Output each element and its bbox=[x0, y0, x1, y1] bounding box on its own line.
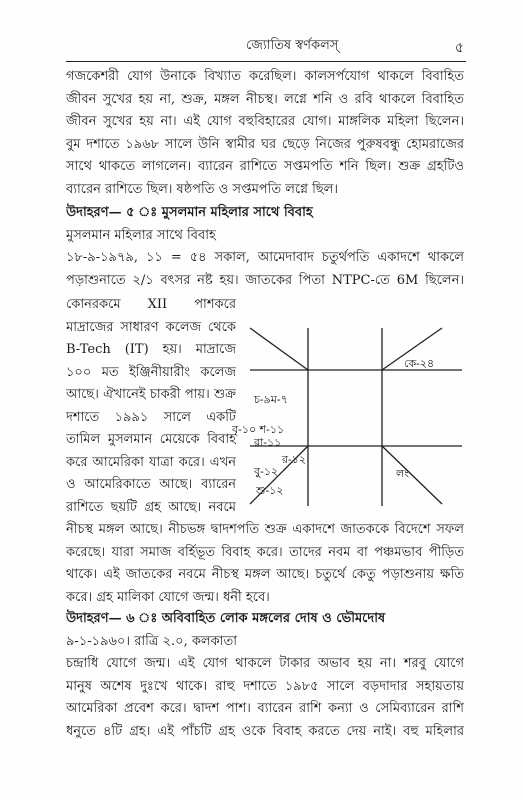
chart-label-moon: চ-৯ম-৭ bbox=[254, 393, 288, 406]
text-line: কোনরকমে XII পাশকরে bbox=[66, 297, 236, 312]
text-line: B-Tech (IT) হয়। মাদ্রাজে bbox=[66, 342, 236, 357]
text-line: করে আমেরিকা যাত্রা করে। এখন bbox=[66, 454, 236, 470]
text-line: চন্দ্রাধি যোগে জন্ম। এই যোগ থাকলে টাকার অভাব হয় না। শরবু যোগে bbox=[66, 656, 464, 671]
example-5-heading: উদাহরণ— ৫ ঃ মুসলমান মহিলার সাথে বিবাহ bbox=[66, 205, 313, 220]
text-line: ১০০ মত ইঞ্জিনীয়ারীং কলেজ bbox=[66, 364, 236, 380]
text-line: রাশিতে ছয়টি গ্রহ আছে। নবমে bbox=[66, 499, 236, 515]
text-line: গজকেশরী যোগ উনাকে বিখ্যাত করেছিল। কালসর্পযোগ থাকলে বিবাহিত bbox=[66, 69, 464, 84]
chart-label-lagna: লং bbox=[396, 467, 409, 480]
book-title: জ্যোতিষ স্বর্ণকলস্‌ bbox=[246, 38, 339, 53]
text-line: ১৮-৯-১৯৭৯, ১১ = ৫৪ সকাল, আমেদাবাদ চতুর্থপতি একাদশে থাকলে bbox=[66, 250, 464, 265]
text-line: থাকে। এই জাতকের নবমে নীচস্থ মঙ্গল আছে। চতুর্থে কেতু পড়াশুনায় ক্ষতি bbox=[66, 567, 464, 582]
page-number: ৫ bbox=[454, 40, 464, 56]
example-5-conclusion bbox=[66, 519, 464, 609]
example-6-birth-data: ৯-১-১৯৬০। রাত্রি ২.০, কলকাতা bbox=[66, 633, 238, 649]
text-line: পড়াশুনাতে ২/১ বৎসর নষ্ট হয়। জাতকের পিতা NTPC-তে 6M ছিলেন। bbox=[66, 272, 464, 288]
chart-label-sun: র-১২ bbox=[282, 453, 307, 466]
text-line: দশাতে ১৯৯১ সালে একটি bbox=[66, 409, 236, 425]
chart-label-mercury: বু-১২ bbox=[254, 465, 279, 478]
text-line: জীবন সুখের হয় না। এই যোগ বহুবিহারের যোগ। মাঙ্গলিক মহিলা ছিলেন। bbox=[66, 114, 464, 129]
chart-label-rahu: রা-১১ bbox=[254, 436, 282, 449]
text-line: ব্যারেন রাশিতে ছিল। ষষ্ঠপতি ও সপ্তমপতি লগ্নে ছিল। bbox=[66, 181, 339, 197]
text-line: মাদ্রাজের সাধারণ কলেজ থেকে bbox=[66, 319, 236, 335]
text-line: করেছে। যারা সমাজ বর্হিভূত বিবাহ করে। তাদের নবম বা পঞ্চমভাব পীড়িত bbox=[66, 544, 464, 560]
example-6-heading: উদাহরণ— ৬ ঃ অবিবাহিত লোক মঙ্গলের দোষ ও ভৌমদোষ bbox=[66, 611, 386, 626]
text-line: আমেরিকা প্রবেশ করে। দ্বাদশ পাশ। ব্যারেন রাশি কন্যা ও সেমিব্যারেন রাশি bbox=[66, 701, 464, 716]
example-5-subheading: মুসলমান মহিলার সাথে বিবাহ bbox=[66, 227, 216, 243]
text-line: জীবন সুখের হয় না, শুক্র, মঙ্গল নীচস্থ। লগ্নে শনি ও রবি থাকলে বিবাহিত bbox=[66, 91, 464, 107]
horoscope-chart bbox=[230, 318, 466, 514]
text-line: ও আমেরিকাতে আছে। ব্যারেন bbox=[66, 477, 236, 492]
text-line: মানুষ অশেষ দুঃখে থাকে। রাহু দশাতে ১৯৮৫ সালে বড়দাদার সহায়তায় bbox=[66, 678, 464, 694]
paragraph-1 bbox=[66, 66, 464, 201]
header-rule bbox=[66, 61, 466, 62]
example-5-heading-block bbox=[66, 202, 464, 292]
chart-label-ketu: কে-২৪ bbox=[404, 357, 435, 370]
chart-label-jupiter-saturn: বৃ-১০ শ-১১ bbox=[232, 423, 285, 436]
text-line: ধনুতে ৪টি গ্রহ। এই পাঁচটি গ্রহ ওকে বিবাহ করতে দেয় নাই। বহু মহিলার bbox=[66, 723, 464, 739]
running-header bbox=[66, 36, 464, 58]
example-5-narrow-text bbox=[66, 294, 236, 519]
chart-label-venus: শু-১২ bbox=[256, 484, 284, 497]
text-line: বুম দশাতে ১৯৬৮ সালে উনি স্বামীর ঘর ছেড়ে নিজের পুরুষবন্ধু হোমরাজের bbox=[66, 136, 464, 152]
text-line: সাথে থাকতে লাগলেন। ব্যারেন রাশিতে সপ্তমপতি শনি ছিল। শুক্র গ্রহটিও bbox=[66, 159, 464, 174]
text-line: আছে। ঐখানেই চাকরী পায়। শুক্র bbox=[66, 387, 236, 402]
text-line: নীচস্থ মঙ্গল আছে। নীচভঙ্গ দ্বাদশপতি শুক্র একাদশে জাতককে বিদেশে সফল bbox=[66, 522, 464, 537]
text-line: করে। গ্রহ মালিকা যোগে জন্ম। ধনী হবে। bbox=[66, 589, 270, 605]
example-6-block bbox=[66, 608, 464, 743]
text-line: তামিল মুসলমান মেয়েকে বিবাহ bbox=[66, 432, 236, 447]
